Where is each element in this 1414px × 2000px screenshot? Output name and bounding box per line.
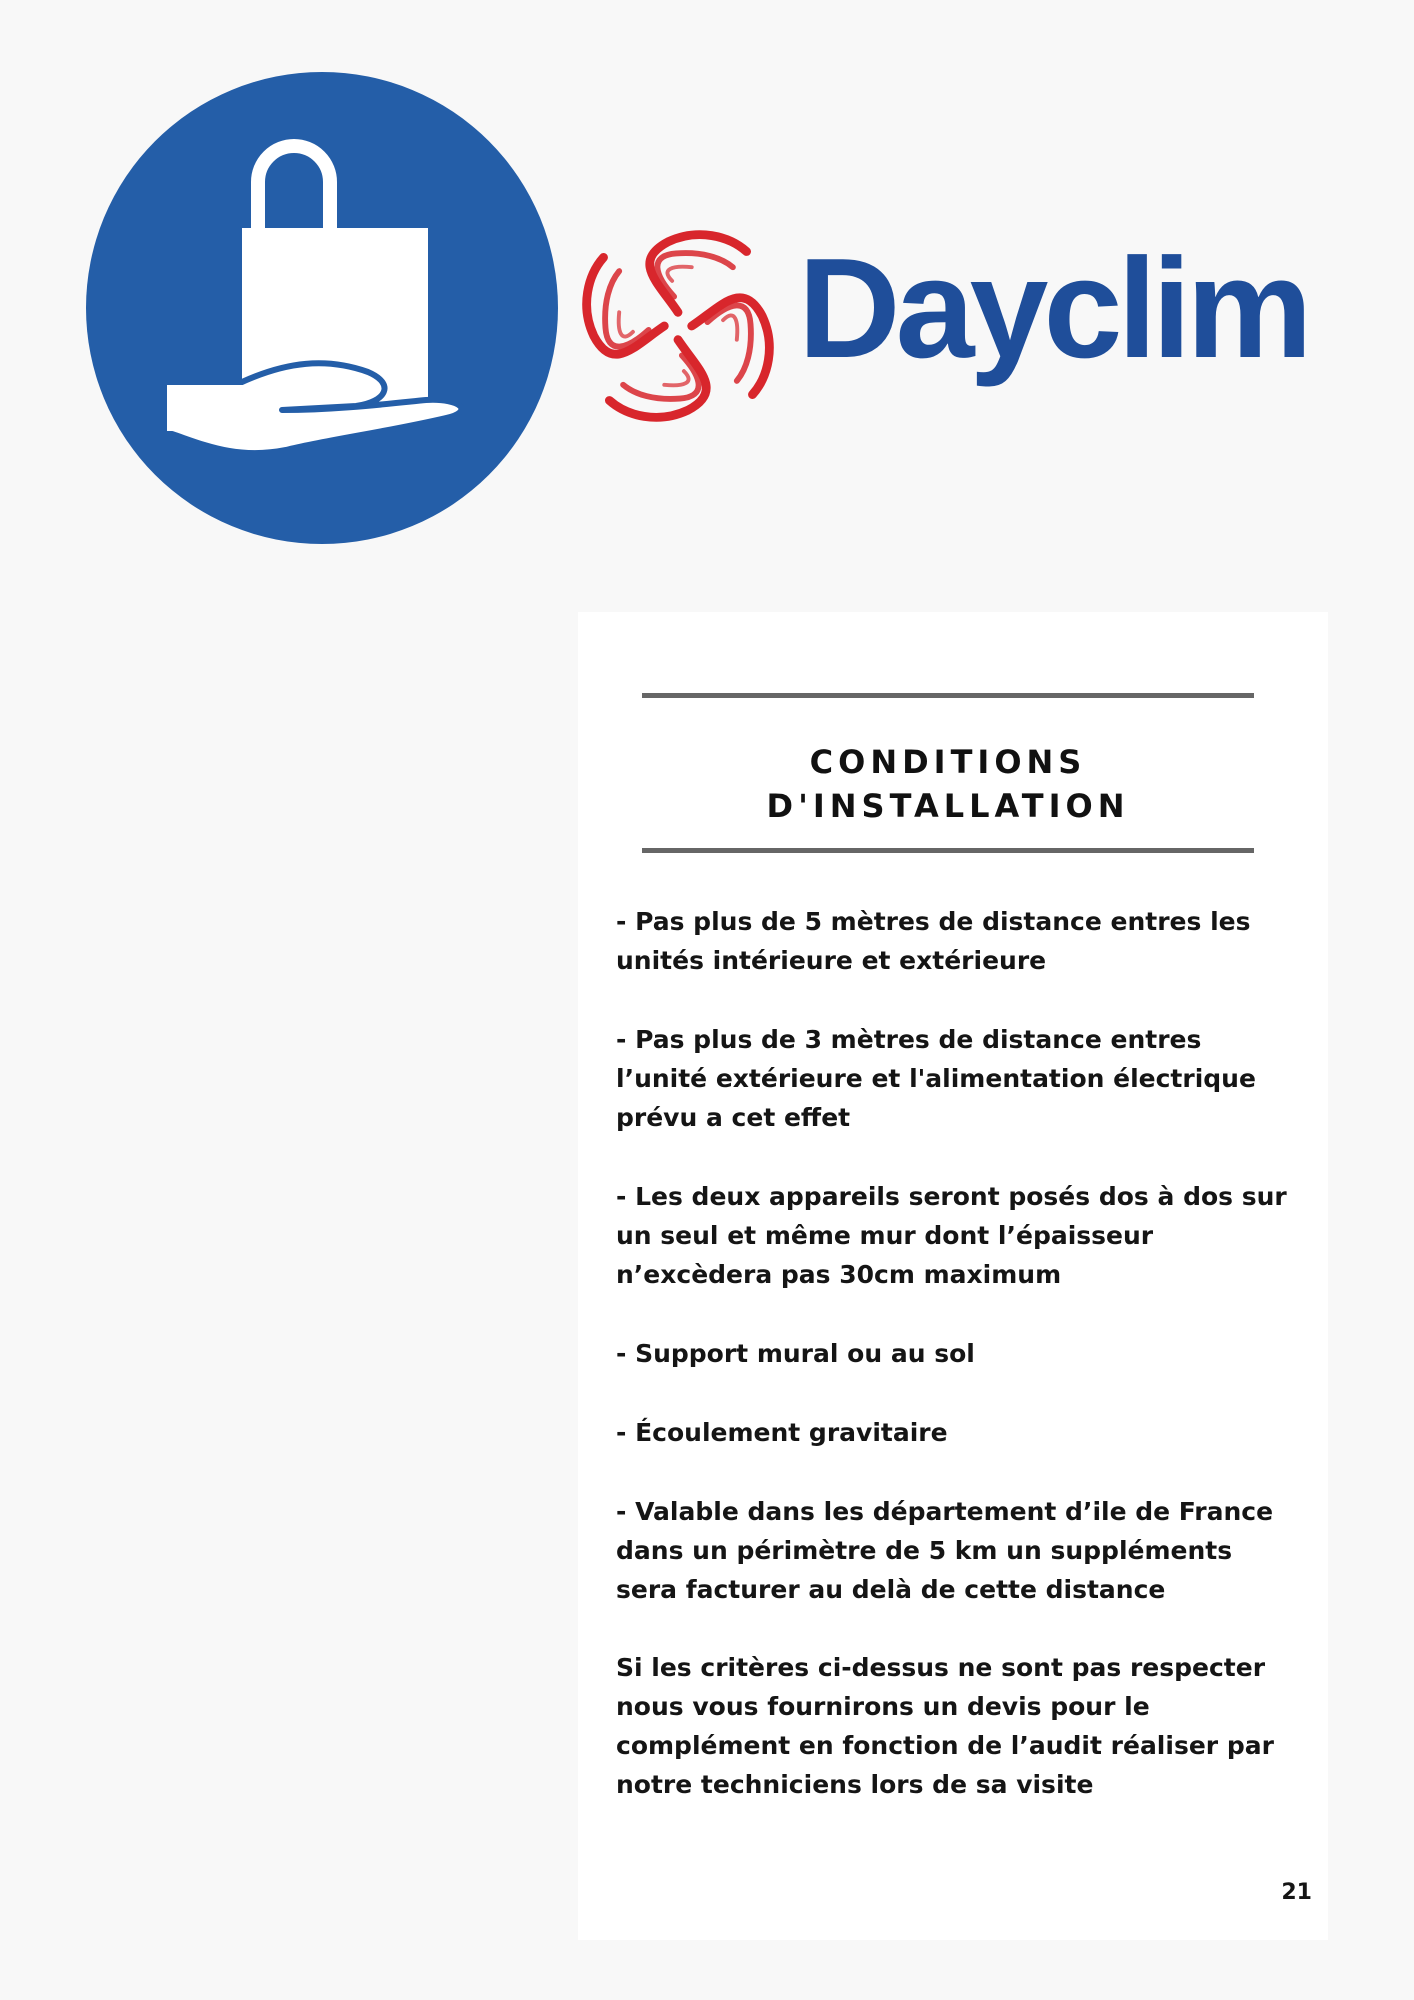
brand-name: Dayclim: [798, 229, 1308, 388]
swirl-logo-icon: [580, 222, 776, 430]
hand-holding-bag-icon: [86, 72, 558, 544]
title-rule-bottom: [642, 848, 1254, 853]
conditions-card: [578, 612, 1328, 1940]
condition-item: - Pas plus de 3 mètres de distance entres l’unité extérieure et l'alimentation électrique prévu a cet effet: [616, 1025, 1256, 1132]
title-line-2: D'INSTALLATION: [766, 787, 1130, 825]
conditions-list: [616, 902, 1296, 1649]
condition-item: - Valable dans les département d’ile de France dans un périmètre de 5 km un suppléments sera facturer au delà de cette distance: [616, 1497, 1274, 1604]
closing-paragraph: Si les critères ci-dessus ne sont pas respecter nous vous fournirons un devis pour le complément en fonction de l’audit réaliser par notre techniciens lors de sa visite: [616, 1653, 1274, 1799]
condition-item: - Écoulement gravitaire: [616, 1418, 948, 1447]
page-number: 21: [1281, 1880, 1312, 1905]
condition-item: - Pas plus de 5 mètres de distance entres les unités intérieure et extérieure: [616, 907, 1251, 975]
title-line-1: CONDITIONS: [809, 743, 1087, 781]
page-title: [642, 740, 1254, 828]
title-rule-top: [642, 693, 1254, 698]
condition-item: - Les deux appareils seront posés dos à dos sur un seul et même mur dont l’épaisseur n’excèdera pas 30cm maximum: [616, 1182, 1287, 1289]
condition-item: - Support mural ou au sol: [616, 1339, 975, 1368]
